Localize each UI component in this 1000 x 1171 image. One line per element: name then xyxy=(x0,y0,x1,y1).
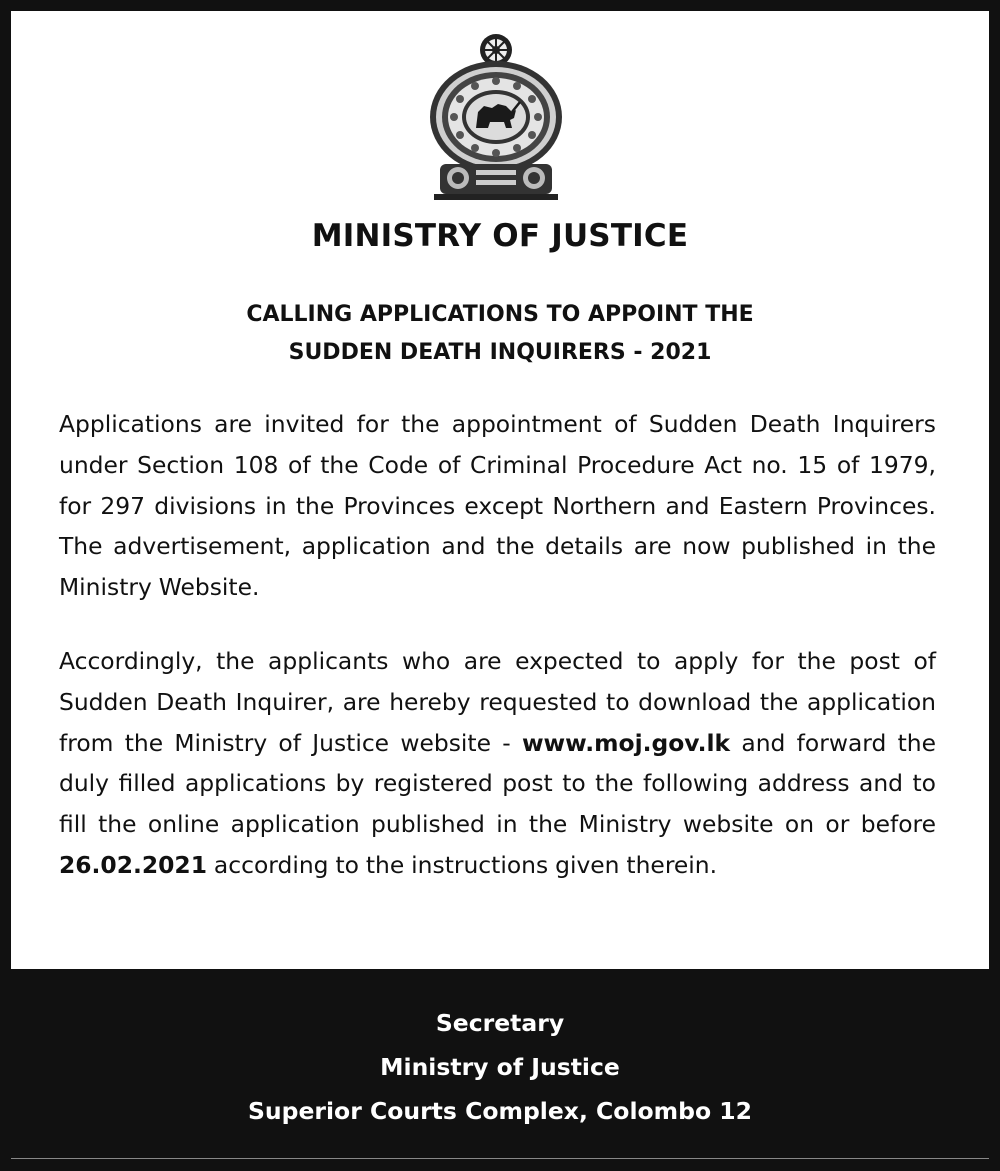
address-footer xyxy=(0,969,1000,1171)
paragraph-2-text-2: and forward the duly filled applications by registered post to the following address and to fill the online application published in the Ministry website on or before xyxy=(59,728,936,839)
website-link[interactable]: www.moj.gov.lk xyxy=(521,728,731,757)
deadline-date: 26.02.2021 xyxy=(59,850,207,879)
footer-line-address: Superior Courts Complex, Colombo 12 xyxy=(248,1097,752,1125)
footer-line-secretary: Secretary xyxy=(435,1009,565,1037)
notice-paragraph-2 xyxy=(59,641,936,886)
notice-heading-line-1: CALLING APPLICATIONS TO APPOINT THE xyxy=(246,302,754,327)
paragraph-2-text-1: Accordingly, the applicants who are expected to apply for the post of Sudden Death Inquirer, are hereby requested to download the application from the Ministry of Justice website - xyxy=(59,647,936,757)
page-title: MINISTRY OF JUSTICE xyxy=(311,218,689,254)
paragraph-2-text-3: according to the instructions given therein. xyxy=(206,850,718,879)
sri-lanka-national-emblem-icon xyxy=(426,32,566,202)
footer-divider xyxy=(11,1158,989,1159)
footer-line-ministry: Ministry of Justice xyxy=(380,1053,620,1081)
notice-heading xyxy=(0,296,1000,372)
notice-paragraph-1: Applications are invited for the appointment of Sudden Death Inquirers under Section 108 of the Code of Criminal Procedure Act no. 15 of 1979, for 297 divisions in the Provinces except Northern and Eastern Provinces. The advertisement, application and the details are now published in the Ministry Website. xyxy=(59,410,936,602)
notice-heading-line-2: SUDDEN DEATH INQUIRERS - 2021 xyxy=(288,340,712,365)
